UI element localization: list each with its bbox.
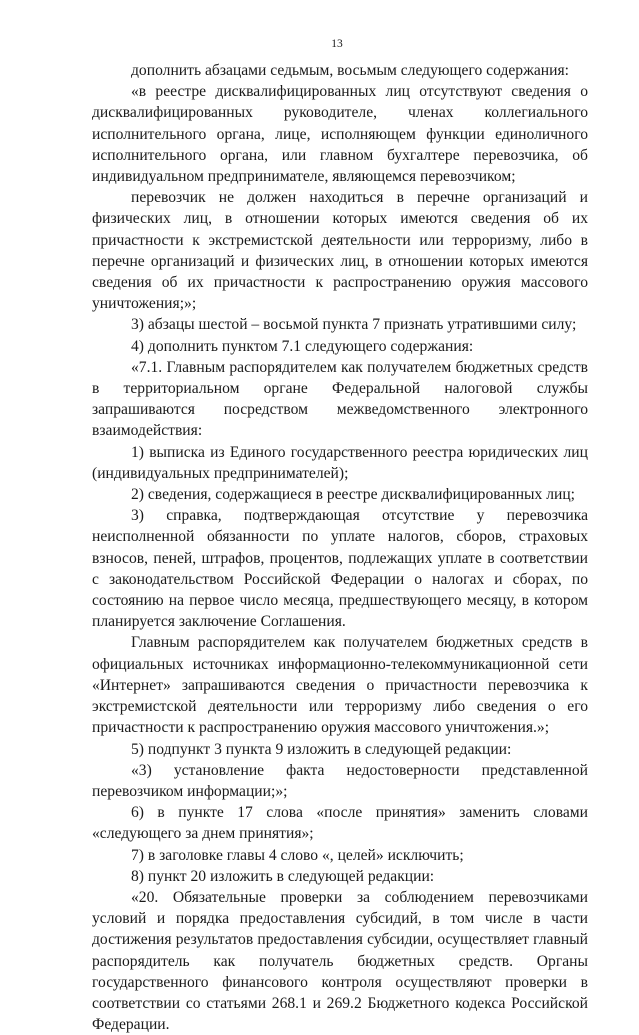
document-body [92, 60, 588, 1035]
paragraph: 5) подпункт 3 пункта 9 изложить в следующей редакции: [131, 740, 512, 758]
paragraph: 3) справка, подтверждающая отсутствие у перевозчика неисполненной обязанности по уплате налогов, сборов, страховых взносов, пеней, штрафов, процентов, подлежащих уплате в соответствии с законодательством Российской Федерации о налогах и сборах, по состоянию на первое число месяца, предшествующего месяцу, в котором планируется заключение Соглашения. [92, 507, 588, 631]
paragraph: 1) выписка из Единого государственного реестра юридических лиц (индивидуальных предпринимателей); [92, 443, 588, 482]
paragraph: «7.1. Главным распорядителем как получателем бюджетных средств в территориальном органе Федеральной налоговой службы запрашиваются посредством межведомственного электронного взаимодействия: [92, 358, 588, 440]
page-number: 13 [331, 38, 343, 50]
paragraph: 6) в пункте 17 слова «после принятия» заменить словами «следующего за днем принятия»; [92, 804, 588, 843]
paragraph: «3) установление факта недостоверности представленной перевозчиком информации;»; [92, 761, 588, 800]
paragraph: «20. Обязательные проверки за соблюдением перевозчиками условий и порядка предоставления субсидий, в том числе в части достижения результатов предоставления субсидии, осуществляет главный распорядитель как получатель бюджетных средств. Органы государственного финансового контроля осуществляют проверки в соответствии со статьями 268.1 и 269.2 Бюджетного кодекса Российской Федерации. [92, 888, 588, 1034]
paragraph: 7) в заголовке главы 4 слово «, целей» исключить; [131, 846, 464, 864]
paragraph: 2) сведения, содержащиеся в реестре дисквалифицированных лиц; [131, 486, 576, 504]
paragraph: дополнить абзацами седьмым, восьмым следующего содержания: [131, 62, 569, 79]
paragraph: 8) пункт 20 изложить в следующей редакции: [131, 867, 435, 885]
paragraph: перевозчик не должен находиться в перечне организаций и физических лиц, в отношении которых имеются сведения об их причастности к экстремистской деятельности или терроризму, либо в перечне организаций и физических лиц, в отношении которых имеются сведения об их причастности к распространению оружия массового уничтожения;»; [92, 189, 588, 313]
paragraph: Главным распорядителем как получателем бюджетных средств в официальных источниках информационно-телекоммуникационной сети «Интернет» запрашиваются сведения о причастности перевозчика к экстремистской деятельности или терроризму либо сведения о его причастности к распространению оружия массового уничтожения.»; [92, 634, 588, 737]
paragraph: 3) абзацы шестой – восьмой пункта 7 признать утратившими силу; [131, 316, 577, 334]
paragraph: «в реестре дисквалифицированных лиц отсутствуют сведения о дисквалифицированных руководителе, членах коллегиального исполнительного органа, лице, исполняющем функции единоличного исполнительного органа, или главном бухгалтере перевозчика, об индивидуальном предпринимателе, являющемся перевозчиком; [92, 83, 588, 186]
paragraph: 4) дополнить пунктом 7.1 следующего содержания: [131, 337, 474, 355]
